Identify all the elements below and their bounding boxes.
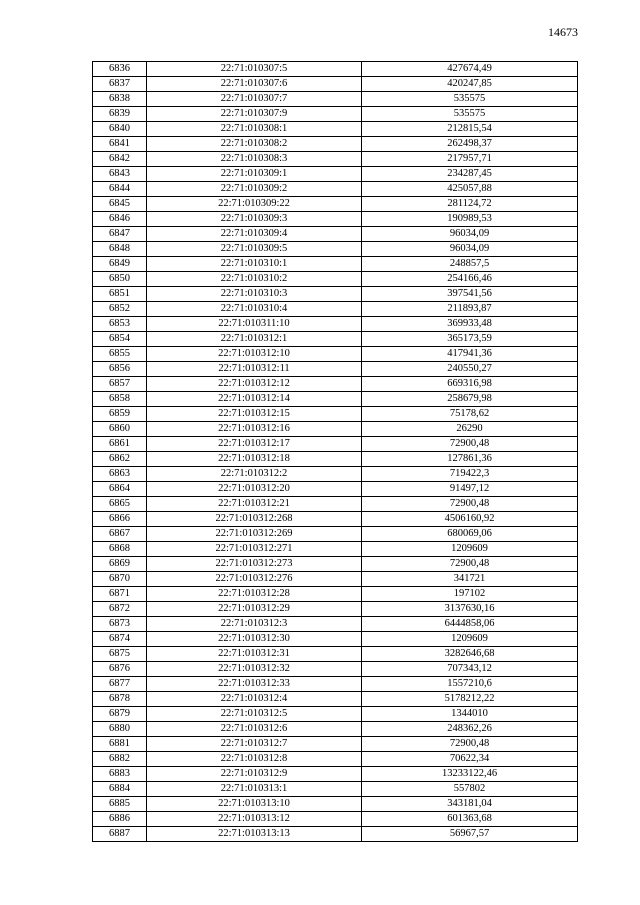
table-row (93, 662, 578, 677)
cadastral-number-cell: 22:71:010312:31 (147, 647, 362, 662)
row-number-cell: 6874 (93, 632, 147, 647)
table-row (93, 542, 578, 557)
value-cell: 212815,54 (362, 122, 578, 137)
value-cell: 56967,57 (362, 827, 578, 842)
table-row (93, 332, 578, 347)
cadastral-number-cell: 22:71:010307:9 (147, 107, 362, 122)
row-number-cell: 6839 (93, 107, 147, 122)
row-number-cell: 6846 (93, 212, 147, 227)
cadastral-number-cell: 22:71:010312:33 (147, 677, 362, 692)
table-row (93, 62, 578, 77)
row-number-cell: 6883 (93, 767, 147, 782)
cadastral-number-cell: 22:71:010312:9 (147, 767, 362, 782)
cadastral-number-cell: 22:71:010312:7 (147, 737, 362, 752)
row-number-cell: 6844 (93, 182, 147, 197)
table-row (93, 437, 578, 452)
table-row (93, 212, 578, 227)
value-cell: 281124,72 (362, 197, 578, 212)
cadastral-number-cell: 22:71:010312:273 (147, 557, 362, 572)
table-row (93, 287, 578, 302)
value-cell: 669316,98 (362, 377, 578, 392)
row-number-cell: 6857 (93, 377, 147, 392)
row-number-cell: 6877 (93, 677, 147, 692)
table-row (93, 752, 578, 767)
cadastral-number-cell: 22:71:010312:5 (147, 707, 362, 722)
table-row (93, 707, 578, 722)
table-row (93, 377, 578, 392)
cadastral-number-cell: 22:71:010307:6 (147, 77, 362, 92)
table-row (93, 362, 578, 377)
row-number-cell: 6864 (93, 482, 147, 497)
value-cell: 96034,09 (362, 242, 578, 257)
cadastral-number-cell: 22:71:010312:268 (147, 512, 362, 527)
cadastral-number-cell: 22:71:010312:269 (147, 527, 362, 542)
table-row (93, 812, 578, 827)
row-number-cell: 6863 (93, 467, 147, 482)
table-row (93, 587, 578, 602)
value-cell: 535575 (362, 107, 578, 122)
value-cell: 3137630,16 (362, 602, 578, 617)
cadastral-number-cell: 22:71:010312:14 (147, 392, 362, 407)
value-cell: 557802 (362, 782, 578, 797)
value-cell: 72900,48 (362, 497, 578, 512)
row-number-cell: 6845 (93, 197, 147, 212)
table-row (93, 407, 578, 422)
cadastral-number-cell: 22:71:010308:2 (147, 137, 362, 152)
table-row (93, 572, 578, 587)
row-number-cell: 6850 (93, 272, 147, 287)
value-cell: 240550,27 (362, 362, 578, 377)
cadastral-number-cell: 22:71:010309:4 (147, 227, 362, 242)
value-cell: 425057,88 (362, 182, 578, 197)
row-number-cell: 6885 (93, 797, 147, 812)
table-row (93, 677, 578, 692)
table-row (93, 632, 578, 647)
value-cell: 96034,09 (362, 227, 578, 242)
cadastral-number-cell: 22:71:010309:2 (147, 182, 362, 197)
value-cell: 13233122,46 (362, 767, 578, 782)
value-cell: 197102 (362, 587, 578, 602)
table-row (93, 422, 578, 437)
cadastral-number-cell: 22:71:010313:12 (147, 812, 362, 827)
row-number-cell: 6868 (93, 542, 147, 557)
table-row (93, 617, 578, 632)
table-row (93, 197, 578, 212)
cadastral-number-cell: 22:71:010313:13 (147, 827, 362, 842)
value-cell: 417941,36 (362, 347, 578, 362)
cadastral-number-cell: 22:71:010312:28 (147, 587, 362, 602)
table-row (93, 152, 578, 167)
value-cell: 535575 (362, 92, 578, 107)
value-cell: 4506160,92 (362, 512, 578, 527)
row-number-cell: 6856 (93, 362, 147, 377)
cadastral-number-cell: 22:71:010310:1 (147, 257, 362, 272)
row-number-cell: 6876 (93, 662, 147, 677)
cadastral-number-cell: 22:71:010312:271 (147, 542, 362, 557)
table-row (93, 137, 578, 152)
row-number-cell: 6847 (93, 227, 147, 242)
cadastral-number-cell: 22:71:010311:10 (147, 317, 362, 332)
row-number-cell: 6851 (93, 287, 147, 302)
cadastral-number-cell: 22:71:010312:21 (147, 497, 362, 512)
cadastral-number-cell: 22:71:010309:22 (147, 197, 362, 212)
row-number-cell: 6879 (93, 707, 147, 722)
value-cell: 70622,34 (362, 752, 578, 767)
cadastral-number-cell: 22:71:010312:4 (147, 692, 362, 707)
cadastral-number-cell: 22:71:010309:3 (147, 212, 362, 227)
cadastral-number-cell: 22:71:010307:7 (147, 92, 362, 107)
value-cell: 369933,48 (362, 317, 578, 332)
table-row (93, 227, 578, 242)
table-row (93, 392, 578, 407)
row-number-cell: 6867 (93, 527, 147, 542)
table-row (93, 272, 578, 287)
row-number-cell: 6861 (93, 437, 147, 452)
row-number-cell: 6869 (93, 557, 147, 572)
cadastral-number-cell: 22:71:010312:10 (147, 347, 362, 362)
table-row (93, 347, 578, 362)
cadastral-number-cell: 22:71:010312:11 (147, 362, 362, 377)
table-row (93, 107, 578, 122)
row-number-cell: 6836 (93, 62, 147, 77)
table-row (93, 737, 578, 752)
row-number-cell: 6837 (93, 77, 147, 92)
cadastral-value-table (92, 61, 578, 842)
row-number-cell: 6886 (93, 812, 147, 827)
cadastral-number-cell: 22:71:010310:2 (147, 272, 362, 287)
table-row (93, 92, 578, 107)
value-cell: 680069,06 (362, 527, 578, 542)
value-cell: 420247,85 (362, 77, 578, 92)
table-row (93, 527, 578, 542)
row-number-cell: 6855 (93, 347, 147, 362)
value-cell: 427674,49 (362, 62, 578, 77)
table-row (93, 782, 578, 797)
row-number-cell: 6841 (93, 137, 147, 152)
row-number-cell: 6842 (93, 152, 147, 167)
row-number-cell: 6852 (93, 302, 147, 317)
row-number-cell: 6843 (93, 167, 147, 182)
value-cell: 234287,45 (362, 167, 578, 182)
table-row (93, 302, 578, 317)
row-number-cell: 6881 (93, 737, 147, 752)
value-cell: 127861,36 (362, 452, 578, 467)
cadastral-number-cell: 22:71:010312:16 (147, 422, 362, 437)
table-row (93, 557, 578, 572)
value-cell: 72900,48 (362, 557, 578, 572)
cadastral-number-cell: 22:71:010307:5 (147, 62, 362, 77)
row-number-cell: 6866 (93, 512, 147, 527)
row-number-cell: 6860 (93, 422, 147, 437)
table-row (93, 77, 578, 92)
table-row (93, 257, 578, 272)
cadastral-number-cell: 22:71:010312:1 (147, 332, 362, 347)
row-number-cell: 6870 (93, 572, 147, 587)
row-number-cell: 6875 (93, 647, 147, 662)
value-cell: 72900,48 (362, 737, 578, 752)
value-cell: 343181,04 (362, 797, 578, 812)
value-cell: 211893,87 (362, 302, 578, 317)
value-cell: 5178212,22 (362, 692, 578, 707)
row-number-cell: 6873 (93, 617, 147, 632)
row-number-cell: 6871 (93, 587, 147, 602)
cadastral-number-cell: 22:71:010309:5 (147, 242, 362, 257)
value-cell: 262498,37 (362, 137, 578, 152)
value-cell: 341721 (362, 572, 578, 587)
row-number-cell: 6878 (93, 692, 147, 707)
cadastral-number-cell: 22:71:010312:15 (147, 407, 362, 422)
value-cell: 707343,12 (362, 662, 578, 677)
row-number-cell: 6854 (93, 332, 147, 347)
value-cell: 1344010 (362, 707, 578, 722)
row-number-cell: 6884 (93, 782, 147, 797)
value-cell: 248857,5 (362, 257, 578, 272)
value-cell: 601363,68 (362, 812, 578, 827)
table-row (93, 122, 578, 137)
table-row (93, 797, 578, 812)
page-number: 14673 (548, 25, 578, 39)
cadastral-number-cell: 22:71:010309:1 (147, 167, 362, 182)
table-row (93, 512, 578, 527)
cadastral-number-cell: 22:71:010312:2 (147, 467, 362, 482)
table-row (93, 647, 578, 662)
value-cell: 397541,56 (362, 287, 578, 302)
cadastral-number-cell: 22:71:010312:30 (147, 632, 362, 647)
row-number-cell: 6858 (93, 392, 147, 407)
value-cell: 719422,3 (362, 467, 578, 482)
row-number-cell: 6887 (93, 827, 147, 842)
cadastral-number-cell: 22:71:010308:3 (147, 152, 362, 167)
row-number-cell: 6838 (93, 92, 147, 107)
table-row (93, 722, 578, 737)
table-row (93, 467, 578, 482)
table-row (93, 182, 578, 197)
cadastral-number-cell: 22:71:010312:29 (147, 602, 362, 617)
table-row (93, 452, 578, 467)
cadastral-number-cell: 22:71:010312:12 (147, 377, 362, 392)
cadastral-number-cell: 22:71:010310:3 (147, 287, 362, 302)
table-row (93, 767, 578, 782)
cadastral-number-cell: 22:71:010312:18 (147, 452, 362, 467)
cadastral-number-cell: 22:71:010312:8 (147, 752, 362, 767)
cadastral-number-cell: 22:71:010308:1 (147, 122, 362, 137)
table-row (93, 317, 578, 332)
cadastral-number-cell: 22:71:010312:276 (147, 572, 362, 587)
value-cell: 26290 (362, 422, 578, 437)
row-number-cell: 6848 (93, 242, 147, 257)
value-cell: 1209609 (362, 542, 578, 557)
row-number-cell: 6849 (93, 257, 147, 272)
table-row (93, 167, 578, 182)
table-row (93, 827, 578, 842)
cadastral-number-cell: 22:71:010313:10 (147, 797, 362, 812)
cadastral-number-cell: 22:71:010312:6 (147, 722, 362, 737)
cadastral-number-cell: 22:71:010312:20 (147, 482, 362, 497)
value-cell: 1557210,6 (362, 677, 578, 692)
cadastral-number-cell: 22:71:010313:1 (147, 782, 362, 797)
value-cell: 254166,46 (362, 272, 578, 287)
value-cell: 1209609 (362, 632, 578, 647)
cadastral-number-cell: 22:71:010312:32 (147, 662, 362, 677)
table-row (93, 602, 578, 617)
value-cell: 190989,53 (362, 212, 578, 227)
cadastral-number-cell: 22:71:010312:17 (147, 437, 362, 452)
cadastral-number-cell: 22:71:010310:4 (147, 302, 362, 317)
row-number-cell: 6853 (93, 317, 147, 332)
row-number-cell: 6882 (93, 752, 147, 767)
value-cell: 6444858,06 (362, 617, 578, 632)
row-number-cell: 6859 (93, 407, 147, 422)
row-number-cell: 6862 (93, 452, 147, 467)
table-row (93, 242, 578, 257)
table-row (93, 497, 578, 512)
row-number-cell: 6865 (93, 497, 147, 512)
row-number-cell: 6880 (93, 722, 147, 737)
value-cell: 72900,48 (362, 437, 578, 452)
row-number-cell: 6840 (93, 122, 147, 137)
value-cell: 91497,12 (362, 482, 578, 497)
table-row (93, 482, 578, 497)
value-cell: 3282646,68 (362, 647, 578, 662)
cadastral-number-cell: 22:71:010312:3 (147, 617, 362, 632)
table-body (93, 62, 578, 842)
value-cell: 217957,71 (362, 152, 578, 167)
value-cell: 365173,59 (362, 332, 578, 347)
table-row (93, 692, 578, 707)
value-cell: 248362,26 (362, 722, 578, 737)
value-cell: 75178,62 (362, 407, 578, 422)
row-number-cell: 6872 (93, 602, 147, 617)
value-cell: 258679,98 (362, 392, 578, 407)
